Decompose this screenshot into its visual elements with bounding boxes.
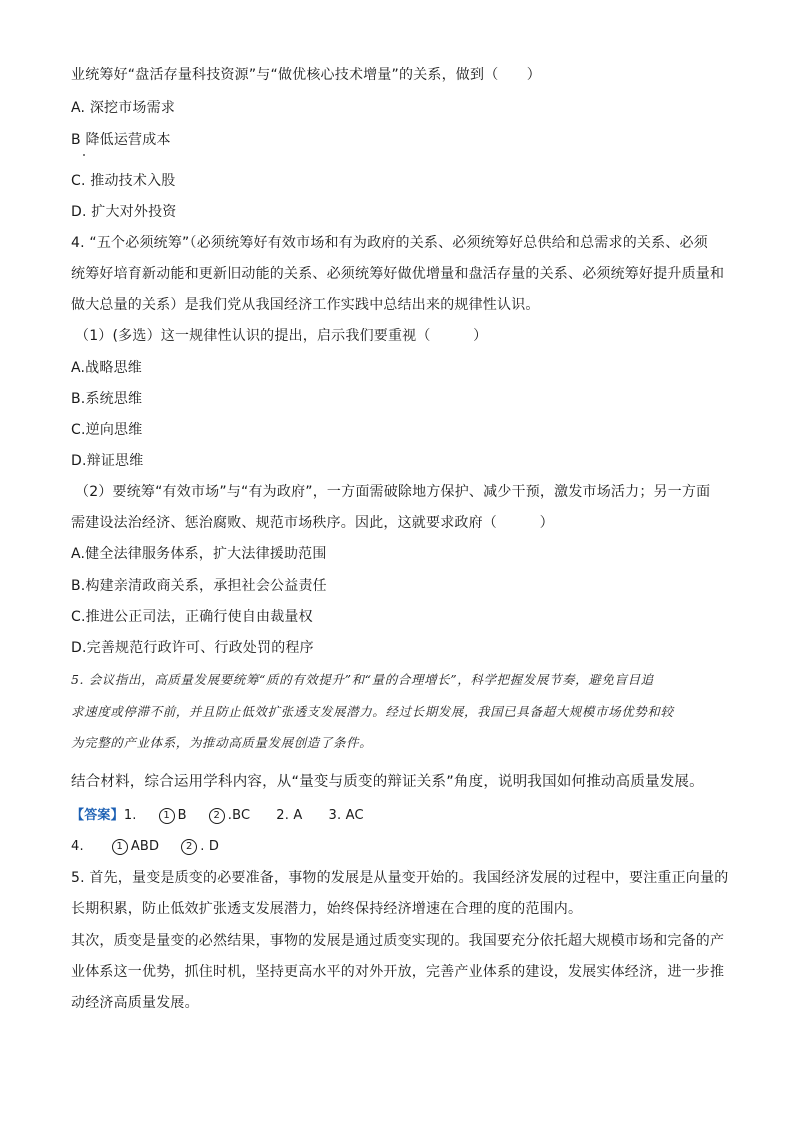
circled-number-icon: 1 xyxy=(112,839,128,855)
answer-1-sub-1: B xyxy=(177,808,187,823)
question-4-2-option-d: D.完善规范行政许可、行政处罚的程序 xyxy=(71,640,314,656)
question-4-2-stem-line-2: 需建设法治经济、惩治腐败、规范市场秩序。因此，这就要求政府（ ） xyxy=(71,515,554,531)
question-4-1-option-c: C.逆向思维 xyxy=(71,422,143,438)
answer-5-line-2: 长期积累，防止低效扩张透支发展潜力，始终保持经济增速在合理的度的范围内。 xyxy=(71,901,583,917)
question-4-1-option-b: B.系统思维 xyxy=(71,391,143,407)
question-4-2-option-b: B.构建亲清政商关系，承担社会公益责任 xyxy=(71,578,327,594)
answer-5-line-4: 业体系这一优势，抓住时机，坚持更高水平的对外开放，完善产业体系的建设，发展实体经济，进一步推 xyxy=(71,964,725,980)
answer-5-line-1: 5. 首先，量变是质变的必要准备，事物的发展是从量变开始的。我国经济发展的过程中，要注重正向量的 xyxy=(71,870,729,886)
answer-4-label: 4. xyxy=(71,839,84,854)
answer-3: 3. AC xyxy=(328,808,364,823)
question-4-1-option-d: D.辩证思维 xyxy=(71,453,144,469)
answer-5-line-5: 动经济高质量发展。 xyxy=(71,995,199,1011)
question-3-option-c: C. 推动技术入股 xyxy=(71,173,176,189)
question-4-stem-line-2: 统筹好培育新动能和更新旧动能的关系、必须统筹好做优增量和盘活存量的关系、必须统筹好提升质量和 xyxy=(71,266,725,282)
circled-number-icon: 2 xyxy=(181,839,197,855)
circled-number-icon: 2 xyxy=(209,808,225,824)
answer-1-label: 1. xyxy=(123,808,137,823)
scan-dot-mark xyxy=(83,154,85,156)
question-4-2-option-c: C.推进公正司法，正确行使自由裁量权 xyxy=(71,609,313,625)
answer-4-sub-2: . D xyxy=(200,839,220,854)
answer-1-sub-2: .BC xyxy=(227,808,251,823)
question-4-1-option-a: A.战略思维 xyxy=(71,360,142,376)
question-5-material-line-1: 5. 会议指出，高质量发展要统筹“质的有效提升”和“量的合理增长”，科学把握发展节奏，避免盲目追 xyxy=(71,672,654,687)
answer-tag: 【答案】 xyxy=(71,808,124,823)
question-4-2-stem-line-1: （2）要统筹“有效市场”与“有为政府”，一方面需破除地方保护、减少干预，激发市场活力；另一方面 xyxy=(75,484,711,500)
answer-row-1 xyxy=(71,806,731,826)
question-5-material-line-2: 求速度或停滞不前，并且防止低效扩张透支发展潜力。经过长期发展，我国已具备超大规模市场优势和较 xyxy=(71,704,674,719)
question-5-material-line-3: 为完整的产业体系，为推动高质量发展创造了条件。 xyxy=(71,735,373,750)
question-3-option-a: A. 深挖市场需求 xyxy=(71,100,176,116)
question-5-prompt: 结合材料，综合运用学科内容，从“量变与质变的辩证关系”角度，说明我国如何推动高质量发展。 xyxy=(71,774,704,790)
question-4-stem-line-3: 做大总量的关系）是我们党从我国经济工作实践中总结出来的规律性认识。 xyxy=(71,297,540,313)
question-3-option-d: D. 扩大对外投资 xyxy=(71,204,177,220)
question-4-1-stem: （1）(多选）这一规律性认识的提出，启示我们要重视（ ） xyxy=(75,328,488,344)
circled-number-icon: 1 xyxy=(159,808,175,824)
question-4-stem-line-1: 4. “五个必须统筹”（必须统筹好有效市场和有为政府的关系、必须统筹好总供给和总需求的关系、必须 xyxy=(71,235,708,251)
answer-4-sub-1: ABD xyxy=(130,839,160,854)
question-4-2-option-a: A.健全法律服务体系，扩大法律援助范围 xyxy=(71,546,327,562)
question-3-stem-end: 业统筹好“盘活存量科技资源”与“做优核心技术增量”的关系，做到（ ） xyxy=(71,67,542,83)
answer-5-line-3: 其次，质变是量变的必然结果，事物的发展是通过质变实现的。我国要充分依托超大规模市场和完备的产 xyxy=(71,933,725,949)
answer-2: 2. A xyxy=(276,808,303,823)
answer-row-2 xyxy=(71,837,731,857)
question-3-option-b: B 降低运营成本 xyxy=(71,132,171,148)
